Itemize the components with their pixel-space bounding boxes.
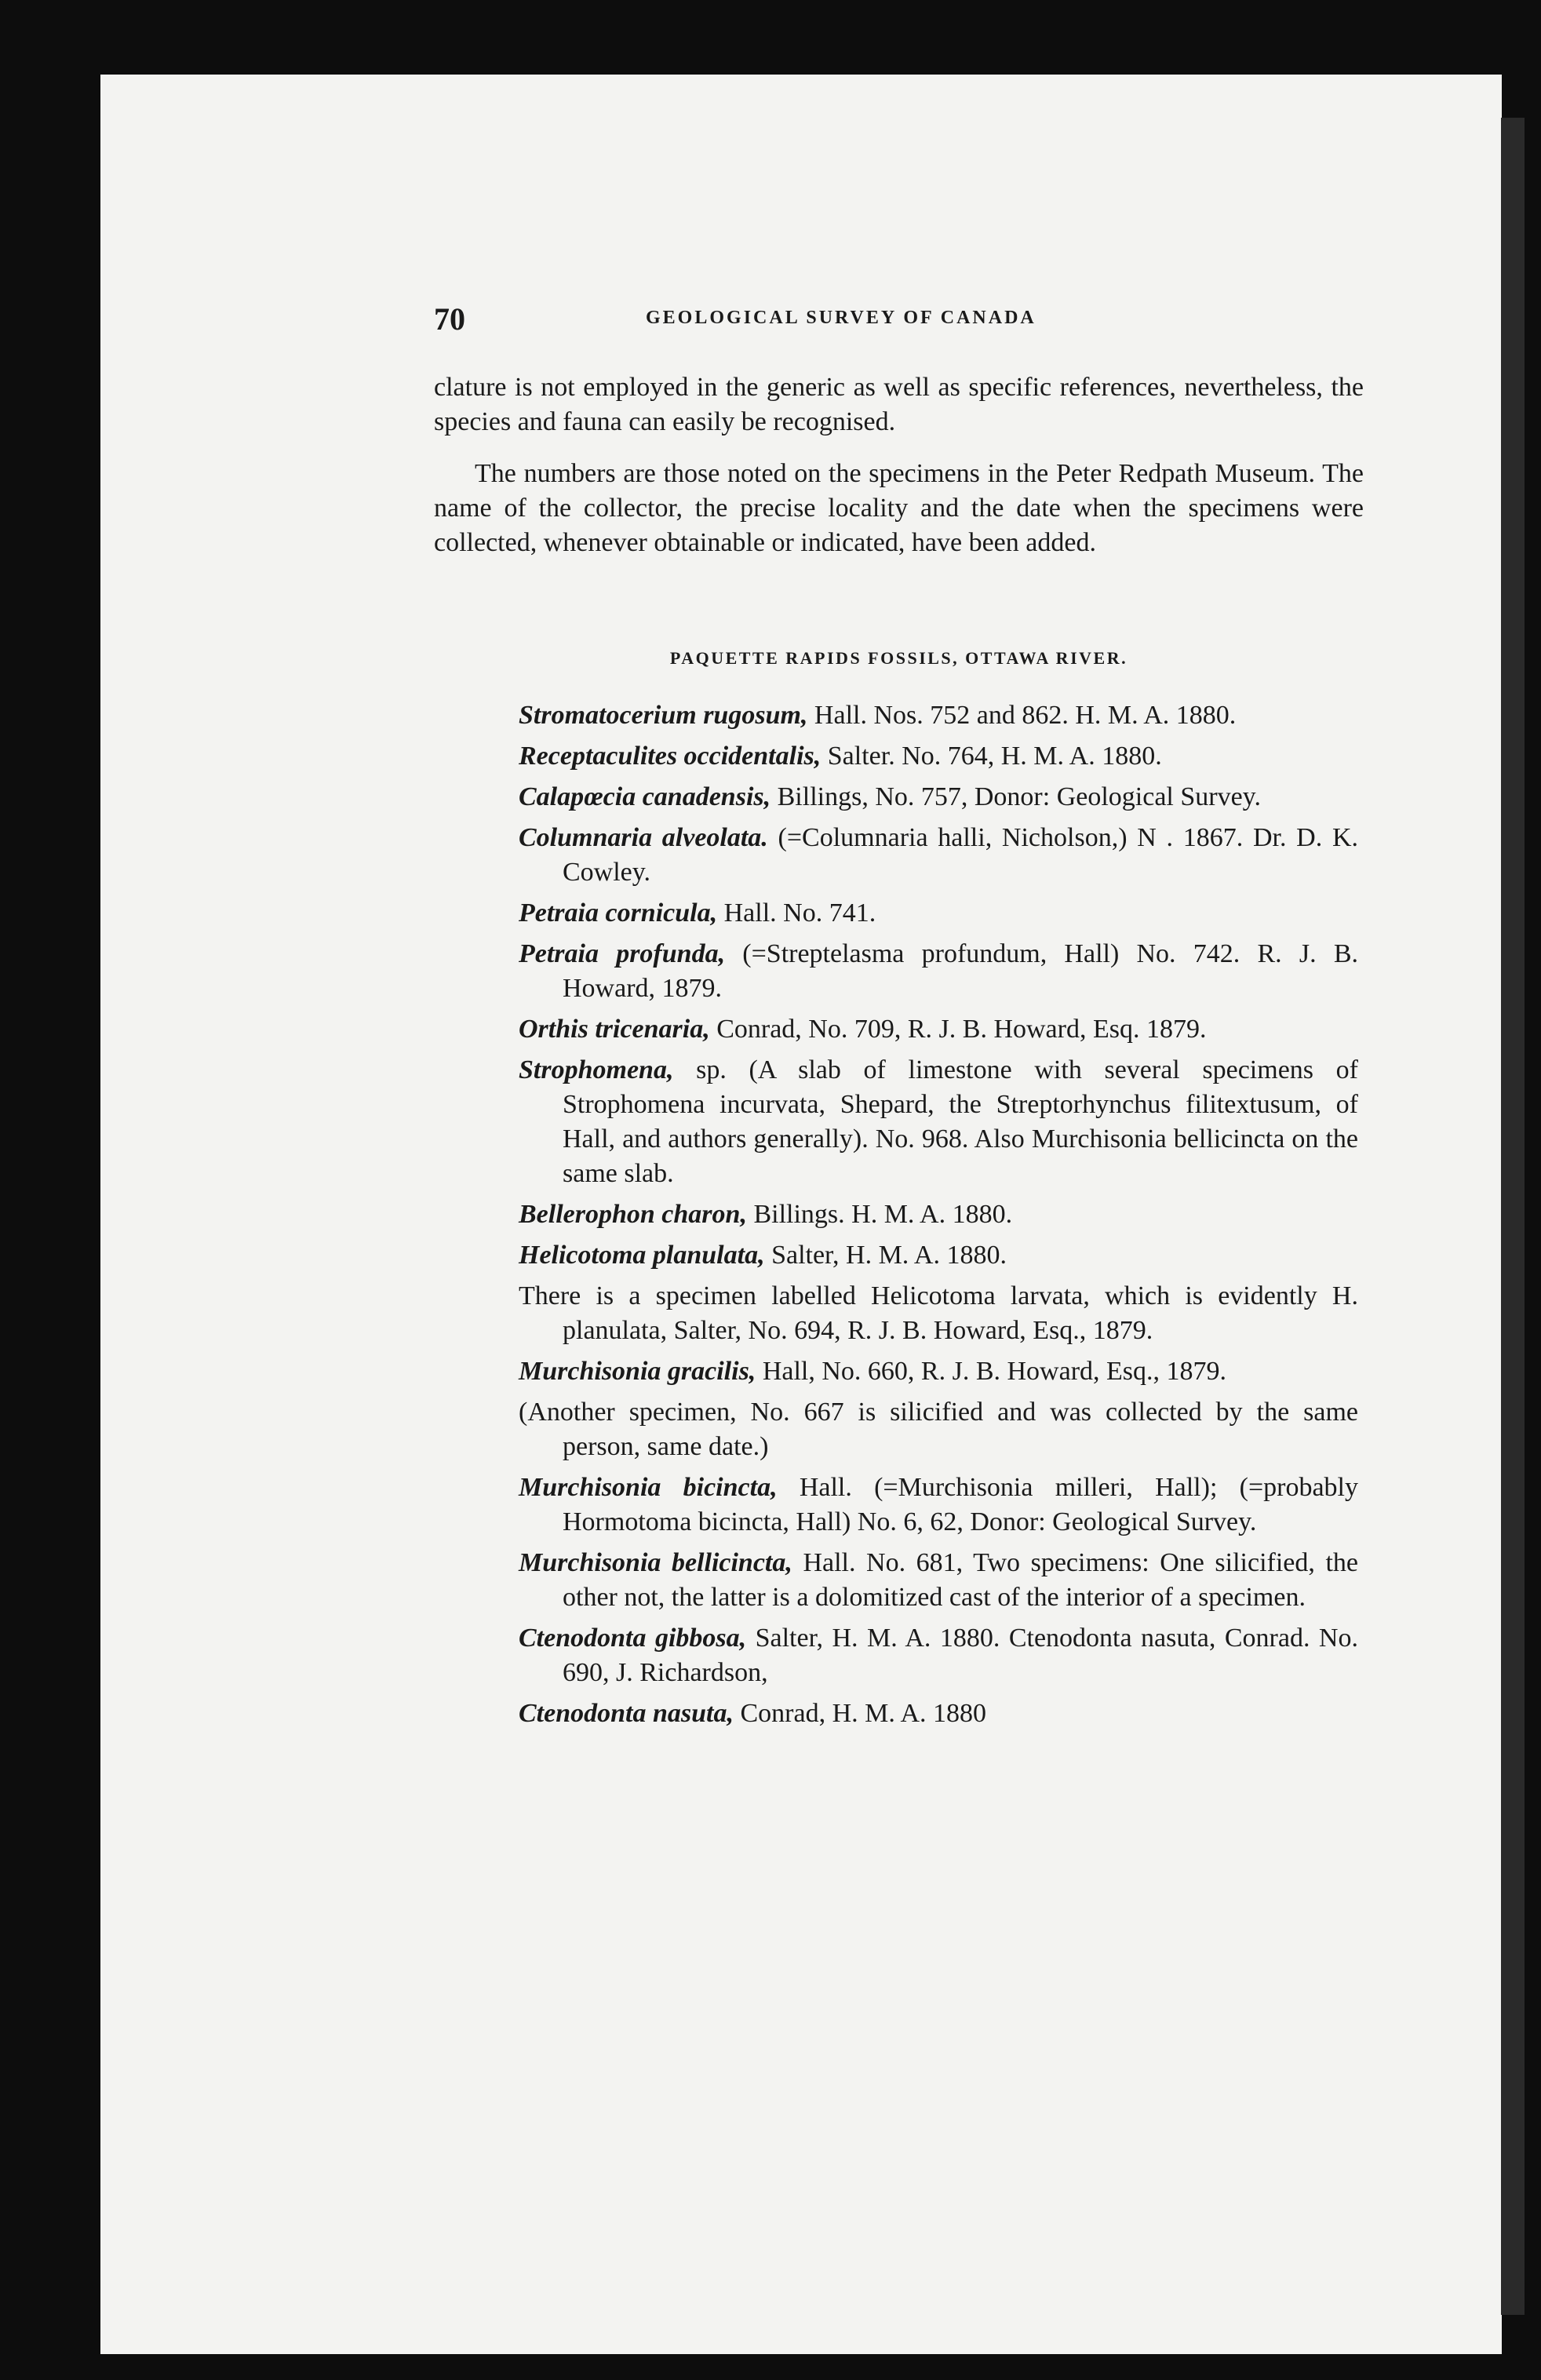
list-item <box>519 1053 1358 1191</box>
species-name: Ctenodonta gibbosa, <box>519 1624 747 1653</box>
list-item <box>519 1354 1358 1389</box>
list-item <box>519 937 1358 1006</box>
species-name: Calapœcia canadensis, <box>519 782 771 811</box>
entry-details: Hall. Nos. 752 and 862. H. M. A. 1880. <box>807 701 1237 730</box>
species-name: Strophomena, <box>519 1055 674 1084</box>
species-name: Ctenodonta nasuta, <box>519 1699 734 1728</box>
list-item <box>519 780 1358 815</box>
paragraph-text: The numbers are those noted on the specimens in the Peter Redpath Museum. The name of the collector, the precise locality and the date when the specimens were collected, whenever obtainable or indicated, have been added. <box>434 459 1364 557</box>
entry-details: Hall, No. 660, R. J. B. Howard, Esq., 1879. <box>756 1357 1227 1386</box>
list-item <box>519 1197 1358 1232</box>
list-item <box>519 739 1358 774</box>
page-header <box>434 301 1364 348</box>
entry-details: (=Columnaria halli, Nicholson,) N . 1867. Dr. D. K. Cowley. <box>563 823 1358 887</box>
list-item <box>519 821 1358 890</box>
entry-details: Salter. No. 764, H. M. A. 1880. <box>821 742 1162 771</box>
page-edge-shadow <box>1501 118 1525 2315</box>
species-name: Receptaculites occidentalis, <box>519 742 822 771</box>
list-item <box>519 698 1358 733</box>
entry-details: Conrad, H. M. A. 1880 <box>733 1699 987 1728</box>
entry-details: Salter, H. M. A. 1880. Ctenodonta nasuta, Conrad. No. 690, J. Richardson, <box>563 1624 1358 1687</box>
species-name: Petraia profunda, <box>519 939 726 968</box>
species-name: Murchisonia bicincta, <box>519 1473 778 1502</box>
list-item <box>519 1697 1358 1731</box>
list-item <box>519 1012 1358 1047</box>
entry-details: There is a specimen labelled Helicotoma larvata, which is evidently H. planulata, Salter, No. 694, R. J. B. Howard, Esq., 1879. <box>519 1281 1358 1345</box>
species-name: Stromatocerium rugosum, <box>519 701 808 730</box>
page-number: 70 <box>434 301 465 337</box>
list-item <box>519 1395 1358 1464</box>
list-item <box>519 1471 1358 1540</box>
list-item <box>519 1279 1358 1348</box>
running-head: GEOLOGICAL SURVEY OF CANADA <box>646 308 1036 328</box>
entry-details: Hall. No. 741. <box>717 898 876 928</box>
entry-details: Salter, H. M. A. 1880. <box>764 1241 1007 1270</box>
species-name: Columnaria alveolata. <box>519 823 768 852</box>
species-name: Murchisonia gracilis, <box>519 1357 756 1386</box>
fossil-list <box>519 698 1358 1737</box>
entry-details: (=Streptelasma profundum, Hall) No. 742. R. J. B. Howard, 1879. <box>563 939 1358 1003</box>
paragraph-text: clature is not employed in the generic as well as specific references, nevertheless, the species and fauna can easily be recognised. <box>434 373 1364 436</box>
species-name: Murchisonia bellicincta, <box>519 1548 792 1577</box>
species-name: Bellerophon charon, <box>519 1200 747 1229</box>
list-item <box>519 1238 1358 1273</box>
list-item <box>519 1621 1358 1690</box>
intro-paragraph-2 <box>434 457 1364 560</box>
list-item <box>519 896 1358 931</box>
list-item <box>519 1546 1358 1615</box>
entry-details: Hall. (=Murchisonia milleri, Hall); (=probably Hormotoma bicincta, Hall) No. 6, 62, Donor: Geological Survey. <box>563 1473 1358 1536</box>
entry-details: Conrad, No. 709, R. J. B. Howard, Esq. 1879. <box>709 1015 1207 1044</box>
species-name: Orthis tricenaria, <box>519 1015 710 1044</box>
section-title: PAQUETTE RAPIDS FOSSILS, OTTAWA RIVER. <box>669 648 1128 668</box>
entry-details: Billings, No. 757, Donor: Geological Survey. <box>770 782 1261 811</box>
species-name: Petraia cornicula, <box>519 898 718 928</box>
intro-paragraph-1 <box>434 370 1364 439</box>
entry-details: (Another specimen, No. 667 is silicified and was collected by the same person, same date.) <box>519 1398 1358 1461</box>
species-name: Helicotoma planulata, <box>519 1241 765 1270</box>
entry-details: Billings. H. M. A. 1880. <box>746 1200 1013 1229</box>
entry-details: Hall. No. 681, Two specimens: One silicified, the other not, the latter is a dolomitized cast of the interior of a specimen. <box>563 1548 1358 1612</box>
entry-details: sp. (A slab of limestone with several specimens of Strophomena incurvata, Shepard, the Streptorhynchus filitextusum, of Hall, and authors generally). No. 968. Also Murchisonia bellicincta on the same slab. <box>563 1055 1358 1188</box>
